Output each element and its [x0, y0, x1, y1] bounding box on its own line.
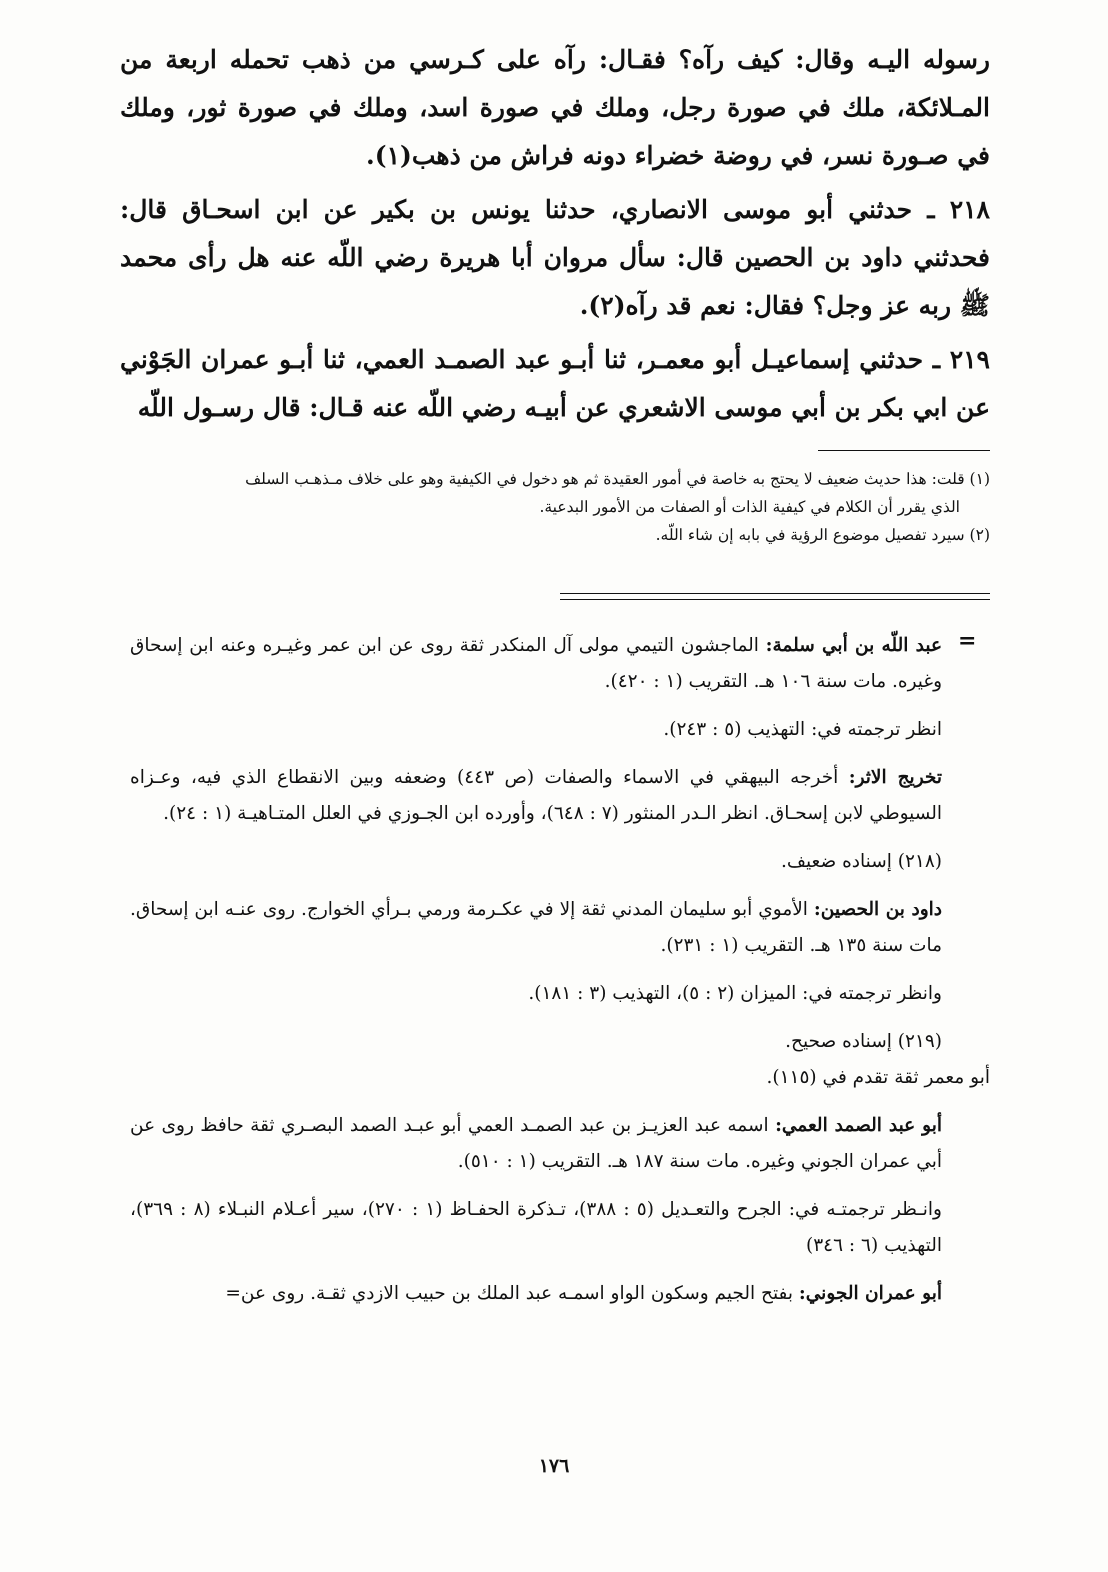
note-heading: أبو عبد الصمد العمي: — [775, 1115, 943, 1136]
note-heading: تخريج الاثر: — [848, 767, 942, 788]
footnote-2: (٢) سيرد تفصيل موضوع الرؤية في بابه إن شاء اللّه. — [655, 526, 990, 544]
page-number: ١٧٦ — [538, 1455, 570, 1477]
main-paragraph-219: ٢١٩ ـ حدثني إسماعيـل أبو معمـر، ثنا أبـو عبد الصمـد العمي، ثنا أبـو عمران الجَوْني عن ابي بكر بن أبي موسى الاشعري عن أبيـه رضي اللّه عنه قـال: قال رسـول اللّه — [120, 345, 990, 422]
footnote-1: (١) قلت: هذا حديث ضعيف لا يحتج به خاصة في أمور العقيدة ثم هو دخول في الكيفية وهو على خلاف مـذهـب السلف — [245, 470, 990, 488]
commentary-notes — [130, 628, 990, 1324]
note-abdallah-ibn-abi-salama — [130, 628, 990, 700]
footnote-separator — [818, 450, 990, 451]
rule-line-bottom — [560, 599, 990, 600]
section-double-rule — [560, 593, 990, 605]
note-dawud-ibn-husayn — [130, 892, 990, 964]
footnotes — [120, 466, 990, 550]
note-takhrij — [130, 760, 990, 832]
footnote-1-continued: الذي يقرر أن الكلام في كيفية الذات أو الصفات من الأمور البدعية. — [539, 498, 960, 516]
continuation-marker: = — [958, 628, 977, 654]
note-tahdhib-ref: انظر ترجمته في: التهذيب (٥ : ٢٤٣). — [663, 719, 942, 740]
note-body: الماجشون التيمي مولى آل المنكدر ثقة روى عن ابن عمر وغيـره وعنه ابن إسحاق وغيره. مات سنة ١٠٦ هـ. التقريب (١ : ٤٢٠). — [130, 635, 942, 692]
note-body: بفتح الجيم وسكون الواو اسمـه عبد الملك بن حبيب الازدي ثقـة. روى عن= — [225, 1283, 799, 1304]
note-abu-imran-al-jawni — [130, 1276, 990, 1312]
note-jarh-tadil-ref: وانـظر ترجمتـه في: الجرح والتعـديل (٥ : ٣٨٨)، تـذكرة الحفـاظ (١ : ٢٧٠)، سير أعـلام النبـلاء (٨ : ٣٦٩)، التهذيب (٦ : ٣٤٦) — [130, 1199, 942, 1256]
note-body: اسمه عبد العزيـز بن عبد الصمـد العمي أبو عبـد الصمد البصـري ثقة حافظ روى عن أبي عمران الجوني وغيره. مات سنة ١٨٧ هـ. التقريب (١ : ٥١٠). — [130, 1115, 942, 1172]
main-paragraph-218: ٢١٨ ـ حدثني أبو موسى الانصاري، حدثنا يونس بن بكير عن ابن اسحـاق قال: فحدثني داود بن الحصين قال: سأل مروان أبا هريرة رضي اللّه عنه هل رأى محمد ﷺ ربه عز وجل؟ فقال: نعم قد رآه(٢). — [120, 195, 990, 320]
note-mizan-ref: وانظر ترجمته في: الميزان (٢ : ٥)، التهذيب (٣ : ١٨١). — [528, 983, 942, 1004]
note-219-grading: (٢١٩) إسناده صحيح. — [785, 1031, 942, 1052]
note-heading: أبو عمران الجوني: — [798, 1283, 942, 1304]
note-abu-mamar: أبو معمر ثقة تقدم في (١١٥). — [766, 1067, 990, 1088]
note-heading: داود بن الحصين: — [813, 899, 943, 920]
note-body: أخرجه البيهقي في الاسماء والصفات (ص ٤٤٣) وضعفه وبين الانقطاع الذي فيه، وعـزاه السيوطي لابن إسحـاق. انظر الـدر المنثور (٧ : ٦٤٨)، وأورده ابن الجـوزي في العلل المتـاهيـة (١ : ٢٤). — [130, 767, 942, 824]
note-abu-abd-al-samad — [130, 1108, 990, 1180]
note-body: الأموي أبو سليمان المدني ثقة إلا في عكـرمة ورمي بـرأي الخوارج. روى عنـه ابن إسحاق. مات سنة ١٣٥ هـ. التقريب (١ : ٢٣١). — [130, 899, 942, 956]
note-218-grading: (٢١٨) إسناده ضعيف. — [780, 851, 942, 872]
note-heading: عبد اللّه بن أبي سلمة: — [765, 635, 942, 656]
main-text — [120, 36, 990, 438]
main-paragraph-1: رسوله اليـه وقال: كيف رآه؟ فقـال: رآه على كـرسي من ذهب تحمله اربعة من المـلائكة، ملك في صورة رجل، وملك في صورة اسد، وملك في صورة ثور، وملك في صـورة نسر، في روضة خضراء دونه فراش من ذهب(١). — [120, 45, 990, 170]
rule-line-top — [560, 593, 990, 594]
